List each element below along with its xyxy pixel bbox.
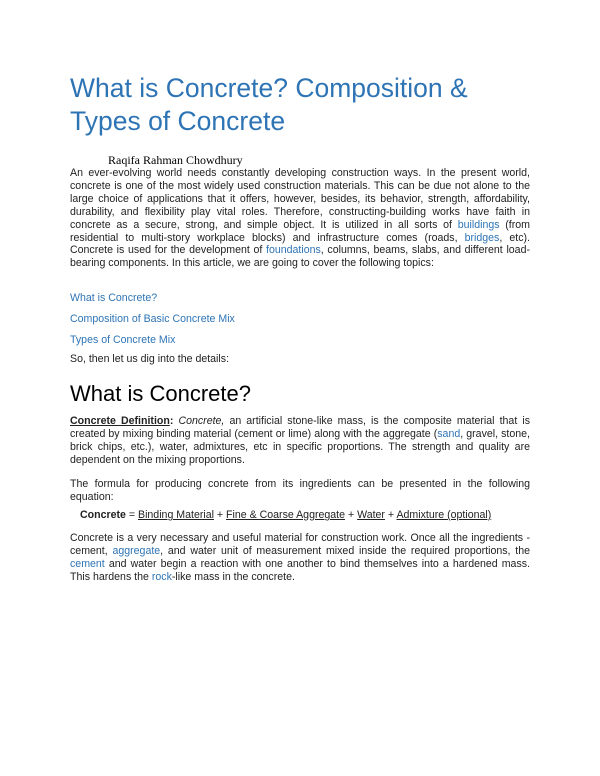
cement-link[interactable]: cement bbox=[70, 557, 105, 570]
intro-text-3: , etc). Concrete is used for the development of bbox=[70, 231, 530, 257]
toc-link-what-is-concrete[interactable]: What is Concrete? bbox=[70, 292, 158, 304]
formula-intro: The formula for producing concrete from its ingredients can be presented in the following equation: bbox=[70, 478, 530, 503]
formula-plus-3: + bbox=[384, 509, 397, 521]
definition-text-2: , gravel, stone, brick chips, etc.), water, admixtures, etc in specific proportions. The strength and quality are dependent on the mixing proportions. bbox=[70, 427, 530, 466]
toc-link-types[interactable]: Types of Concrete Mix bbox=[70, 334, 176, 346]
buildings-link[interactable]: buildings bbox=[457, 218, 500, 231]
formula-lhs: Concrete bbox=[80, 509, 126, 521]
formula-plus-2: + bbox=[345, 509, 358, 521]
aggregate-link[interactable]: aggregate bbox=[112, 544, 161, 557]
intro-text-4: , columns, beams, slabs, and different load-bearing components. In this article, we are going to cover the following topics: bbox=[70, 244, 530, 270]
section-heading: What is Concrete? bbox=[70, 381, 251, 406]
intro-text-2: (from residential to multi-story workplace blocks) and infrastructure comes (roads, bbox=[70, 218, 530, 244]
concrete-formula bbox=[80, 509, 530, 522]
author-name: Raqifa Rahman Chowdhury bbox=[108, 153, 243, 167]
rock-link[interactable]: rock bbox=[151, 570, 172, 583]
reaction-text-1: Concrete is a very necessary and useful material for construction work. Once all the ingredients -cement, bbox=[70, 532, 530, 557]
foundations-link[interactable]: foundations bbox=[266, 244, 321, 257]
formula-plus-1: + bbox=[213, 509, 227, 521]
definition-label: Concrete Definition bbox=[70, 415, 170, 427]
dig-in-text: So, then let us dig into the details: bbox=[70, 353, 230, 365]
reaction-text-2: , and water unit of measurement mixed inside the required proportions, the bbox=[160, 544, 530, 557]
formula-water: Water bbox=[357, 509, 385, 521]
reaction-text-4: -like mass in the concrete. bbox=[171, 570, 295, 583]
definition-term: Concrete, bbox=[178, 415, 225, 427]
reaction-paragraph bbox=[70, 532, 530, 584]
toc-link-composition[interactable]: Composition of Basic Concrete Mix bbox=[70, 313, 235, 325]
intro-text-1: An ever-evolving world needs constantly developing construction ways. In the present world, concrete is one of the most widely used construction materials. This can be due not alone to the large choice of applications that it offers, however, besides, its behavior, strength, affordability, durability, and flexibility play vital roles. Therefore, constructing-building works have faith in concrete as a secure, strong, and simple object. It is utilized in all sorts of bbox=[70, 167, 530, 231]
definition-text-1: an artificial stone-like mass, is the composite material that is created by mixing binding material (cement or lime) along with the aggregate ( bbox=[70, 415, 530, 440]
formula-binding-material: Binding Material bbox=[138, 509, 214, 521]
formula-admixture: Admixture (optional) bbox=[396, 509, 492, 521]
page-title: What is Concrete? Composition & Types of Concrete bbox=[70, 73, 468, 136]
sand-link[interactable]: sand bbox=[437, 427, 461, 440]
definition-colon: : bbox=[169, 415, 179, 427]
reaction-text-3: and water begin a reaction with one another to bind themselves into a hardened mass. This hardens the bbox=[70, 557, 530, 583]
bridges-link[interactable]: bridges bbox=[464, 231, 500, 244]
intro-paragraph bbox=[70, 167, 530, 270]
definition-paragraph bbox=[70, 415, 530, 467]
formula-equals: = bbox=[125, 509, 138, 521]
formula-aggregate: Fine & Coarse Aggregate bbox=[226, 509, 346, 521]
